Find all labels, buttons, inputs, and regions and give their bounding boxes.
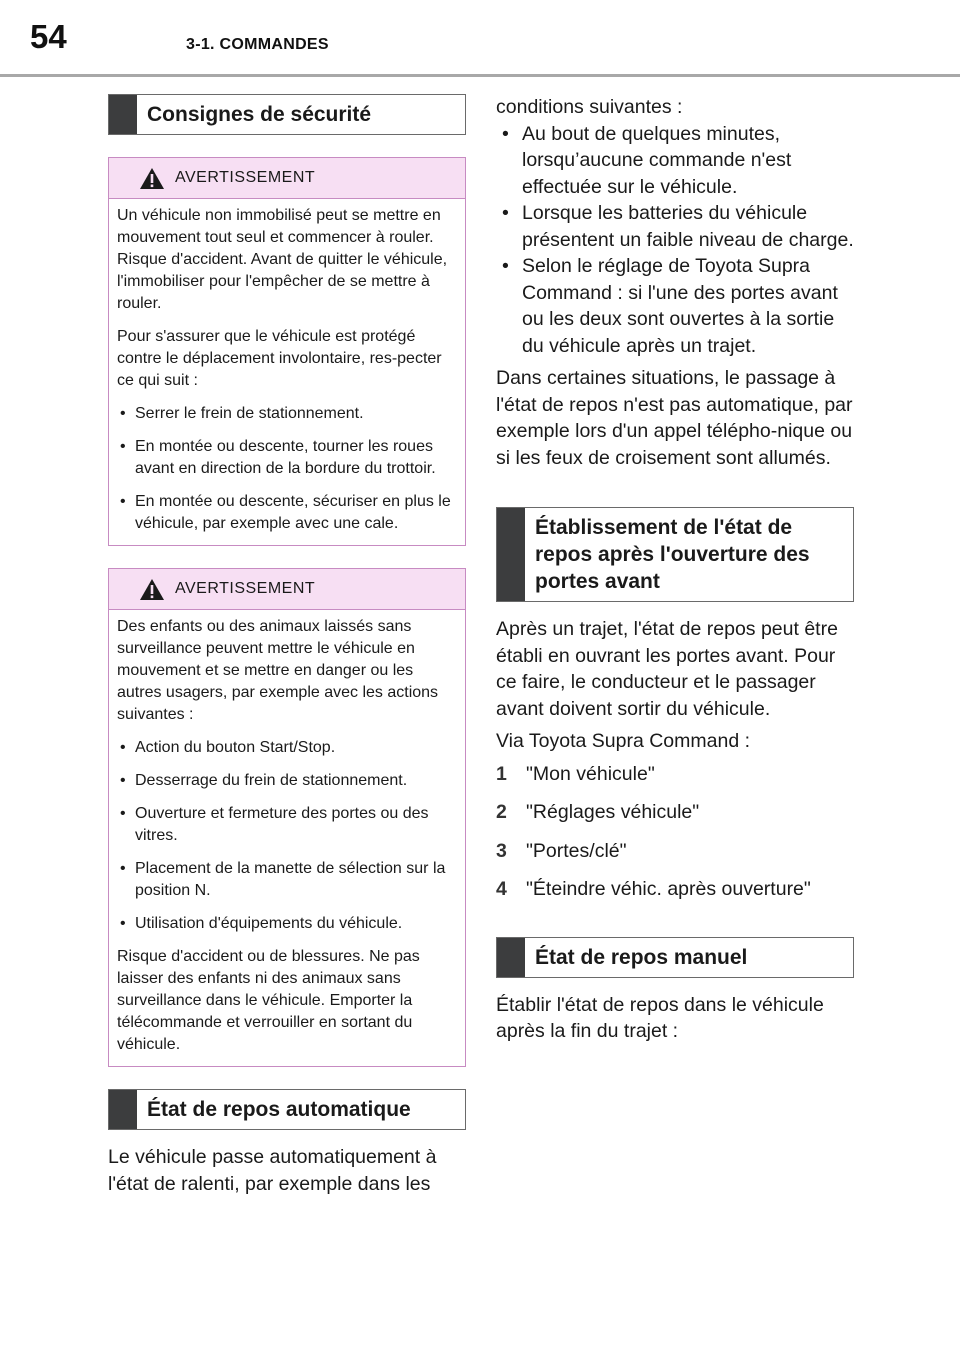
safety-heading: Consignes de sécurité — [147, 103, 372, 126]
steps-list — [496, 761, 854, 903]
heading-bar — [497, 508, 525, 601]
manual-heading: État de repos manuel — [535, 945, 748, 969]
list-item: • Ouverture et fermeture des portes ou des vitres. — [117, 803, 457, 847]
list-item: • Desserrage du frein de stationnement. — [117, 770, 457, 792]
step-text: "Réglages véhicule" — [526, 801, 700, 823]
doors-paragraph: Après un trajet, l'état de repos peut être établi en ouvrant les portes avant. Pour ce faire, le conducteur et le passager avant doivent sortir du véhicule. — [496, 618, 838, 720]
list-item: • En montée ou descente, tourner les roues avant en direction de la bordure du trottoir. — [117, 436, 457, 480]
right-column — [496, 94, 854, 1051]
list-item: • Action du bouton Start/Stop. — [117, 737, 457, 759]
warning-paragraph: Risque d'accident ou de blessures. Ne pas laisser des enfants ni des animaux sans surveillance dans le véhicule. Emporter la télécommande et verrouiller en sortant du véhicule. — [117, 948, 420, 1053]
heading-bar — [109, 95, 137, 134]
warning-paragraph: Des enfants ou des animaux laissés sans surveillance peuvent mettre le véhicule en mouvement et se mettre en danger ou les autres usagers, par exemple avec les actions suivantes : — [117, 618, 439, 723]
left-column — [108, 94, 466, 1203]
auto-heading-box — [108, 1089, 466, 1130]
warning-list — [117, 403, 457, 535]
step-item — [496, 761, 854, 788]
continued-paragraph: conditions suivantes : — [496, 96, 683, 118]
step-number: 1 — [496, 762, 507, 785]
warning-header — [109, 158, 465, 199]
warning-triangle-icon — [139, 578, 165, 606]
list-item: • En montée ou descente, sécuriser en plus le véhicule, par exemple avec une cale. — [117, 491, 457, 535]
warning-paragraph: Un véhicule non immobilisé peut se mettre en mouvement tout seul et commencer à rouler. Risque d'accident. Avant de quitter le véhicule, l'immobiliser pour l'empêcher de se mettre à rouler. — [117, 207, 448, 312]
doors-heading-box — [496, 507, 854, 602]
list-item: • Selon le réglage de Toyota Supra Command : si l'une des portes avant ou les deux sont ouvertes à la sortie du véhicule après un trajet. — [496, 253, 854, 359]
step-number: 2 — [496, 801, 507, 823]
warning-body — [109, 610, 465, 1066]
page-header — [0, 0, 960, 78]
warning-header — [109, 569, 465, 610]
step-number: 3 — [496, 839, 507, 862]
step-number: 4 — [496, 878, 507, 900]
heading-bar — [497, 938, 525, 977]
conditions-list — [496, 121, 854, 360]
step-text: "Portes/clé" — [526, 839, 627, 862]
step-text: "Mon véhicule" — [526, 762, 655, 785]
manual-heading-box — [496, 937, 854, 978]
list-item: • Lorsque les batteries du véhicule présentent un faible niveau de charge. — [496, 200, 854, 253]
doors-heading: Établissement de l'état de repos après l'ouverture des portes avant — [535, 516, 810, 593]
page-number: 54 — [30, 18, 67, 55]
heading-bar — [109, 1090, 137, 1129]
safety-heading-box — [108, 94, 466, 135]
auto-heading: État de repos automatique — [147, 1098, 411, 1121]
warning-paragraph: Pour s'assurer que le véhicule est protégé contre le déplacement involontaire, res-pecter ce qui suit : — [117, 328, 442, 389]
step-item — [496, 876, 854, 903]
warning-box-1 — [108, 157, 466, 546]
warning-list — [117, 737, 457, 935]
warning-label: AVERTISSEMENT — [175, 580, 316, 597]
list-item: • Utilisation d'équipements du véhicule. — [117, 913, 457, 935]
step-item — [496, 838, 854, 865]
warning-body — [109, 199, 465, 545]
header-rule — [0, 74, 960, 77]
via-paragraph: Via Toyota Supra Command : — [496, 730, 751, 752]
warning-box-2 — [108, 568, 466, 1067]
section-title: 3-1. COMMANDES — [186, 36, 329, 53]
list-item: • Au bout de quelques minutes, lorsqu’aucune commande n'est effectuée sur le véhicule. — [496, 121, 854, 201]
warning-triangle-icon — [139, 167, 165, 195]
step-text: "Éteindre véhic. après ouverture" — [526, 878, 811, 900]
list-item: • Serrer le frein de stationnement. — [117, 403, 457, 425]
auto-paragraph: Le véhicule passe automatiquement à l'état de ralenti, par exemple dans les — [108, 1146, 437, 1195]
step-item — [496, 799, 854, 826]
situations-paragraph: Dans certaines situations, le passage à l'état de repos n'est pas automatique, par exemple lors d'un appel télépho-nique ou si les feux de croisement sont allumés. — [496, 367, 853, 469]
warning-label: AVERTISSEMENT — [175, 169, 316, 186]
list-item: • Placement de la manette de sélection sur la position N. — [117, 858, 457, 902]
manual-paragraph: Établir l'état de repos dans le véhicule après la fin du trajet : — [496, 993, 824, 1042]
